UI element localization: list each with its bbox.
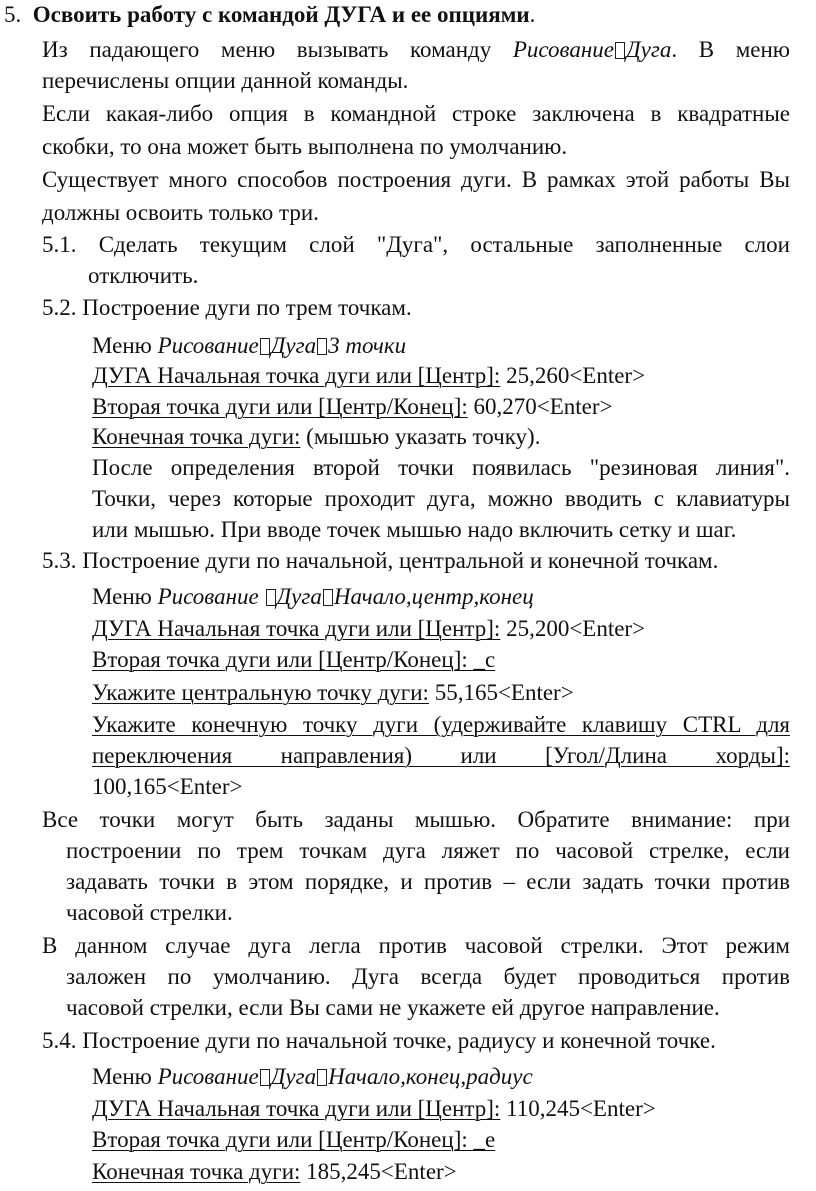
section-number: 5. bbox=[4, 2, 22, 27]
note-all-points-line-2: построении по трем точкам дуга ляжет по часовой стрелке, если bbox=[66, 838, 790, 863]
step-5-3-heading: 5.3. Построение дуги по начальной, центральной и конечной точкам. bbox=[42, 548, 719, 573]
note-case-line-1: В данном случае дуга легла против часовой стрелки. Этот режим bbox=[42, 933, 790, 958]
section-heading: 5. Освоить работу с командой ДУГА и ее опциями. bbox=[4, 2, 536, 27]
intro-line-4: скобки, то она может быть выполнена по умолчанию. bbox=[42, 134, 568, 159]
step-5-4-heading: 5.4. Построение дуги по начальной точке, радиусу и конечной точке. bbox=[42, 1028, 716, 1053]
step-5-3-cmd-4-line-2: переключения направления) или [Угол/Длина хорды]: bbox=[92, 743, 790, 768]
intro-line-5: Существует много способов построения дуги. В рамках этой работы Вы bbox=[42, 167, 790, 192]
note-all-points-line-1: Все точки могут быть заданы мышью. Обратите внимание: при bbox=[42, 807, 790, 832]
note-all-points-line-3: задавать точки в этом порядке, и против – если задать точки против bbox=[66, 869, 790, 894]
step-5-3-cmd-3: Укажите центральную точку дуги: 55,165<Enter> bbox=[92, 680, 574, 705]
note-case-line-3: часовой стрелки, если Вы сами не укажете ей другое направление. bbox=[66, 995, 720, 1020]
step-5-3-cmd-1: ДУГА Начальная точка дуги или [Центр]: 25,200<Enter> bbox=[92, 616, 646, 641]
step-5-1-line-2: отключить. bbox=[88, 263, 199, 288]
menu-arrow-icon bbox=[317, 1069, 327, 1086]
step-5-2-cmd-1: ДУГА Начальная точка дуги или [Центр]: 25,260<Enter> bbox=[92, 363, 646, 388]
step-5-4-cmd-1: ДУГА Начальная точка дуги или [Центр]: 110,245<Enter> bbox=[92, 1096, 656, 1121]
menu-arrow-icon bbox=[266, 589, 276, 606]
note-all-points-line-4: часовой стрелки. bbox=[66, 900, 233, 925]
step-5-4-cmd-3: Конечная точка дуги: 185,245<Enter> bbox=[92, 1159, 457, 1184]
step-5-2-cmd-3: Конечная точка дуги: (мышью указать точку). bbox=[92, 424, 541, 449]
menu-arrow-icon bbox=[323, 589, 333, 606]
step-5-4-cmd-2: Вторая точка дуги или [Центр/Конец]: _е bbox=[92, 1127, 496, 1152]
step-5-2-heading: 5.2. Построение дуги по трем точкам. bbox=[42, 295, 412, 320]
intro-line-6: должны освоить только три. bbox=[42, 200, 319, 225]
intro-line-3: Если какая-либо опция в командной строке заключена в квадратные bbox=[42, 101, 790, 126]
intro-line-1: Из падающего меню вызывать команду Рисование Дуга. В меню bbox=[42, 37, 790, 62]
step-5-2-note-1: После определения второй точки появилась "резиновая линия". bbox=[92, 455, 790, 480]
step-5-2-note-3: или мышью. При вводе точек мышью надо включить сетку и шаг. bbox=[92, 517, 737, 542]
menu-arrow-icon bbox=[317, 338, 327, 355]
intro-line-2: перечислены опции данной команды. bbox=[42, 68, 409, 93]
step-5-3-menu-path: Меню Рисование Дуга Начало,центр,конец bbox=[92, 584, 534, 609]
step-5-1-line-1: 5.1. Сделать текущим слой "Дуга", остальные заполненные слои bbox=[42, 232, 790, 257]
step-5-3-cmd-4-line-3: 100,165<Enter> bbox=[92, 774, 243, 799]
step-5-2-menu-path: Меню Рисование Дуга 3 точки bbox=[92, 333, 407, 358]
step-5-3-cmd-2: Вторая точка дуги или [Центр/Конец]: _с bbox=[92, 647, 496, 672]
menu-arrow-icon bbox=[260, 1069, 270, 1086]
step-5-2-note-2: Точки, через которые проходит дуга, можно вводить с клавиатуры bbox=[92, 486, 790, 511]
menu-arrow-icon bbox=[615, 42, 625, 59]
step-5-2-cmd-2: Вторая точка дуги или [Центр/Конец]: 60,270<Enter> bbox=[92, 394, 613, 419]
step-5-3-cmd-4-line-1: Укажите конечную точку дуги (удерживайте клавишу CTRL для bbox=[92, 712, 790, 737]
step-5-4-menu-path: Меню Рисование Дуга Начало,конец,радиус bbox=[92, 1064, 533, 1089]
note-case-line-2: заложен по умолчанию. Дуга всегда будет проводиться против bbox=[66, 964, 790, 989]
section-title: Освоить работу с командой ДУГА и ее опциями bbox=[32, 2, 530, 27]
menu-arrow-icon bbox=[260, 338, 270, 355]
